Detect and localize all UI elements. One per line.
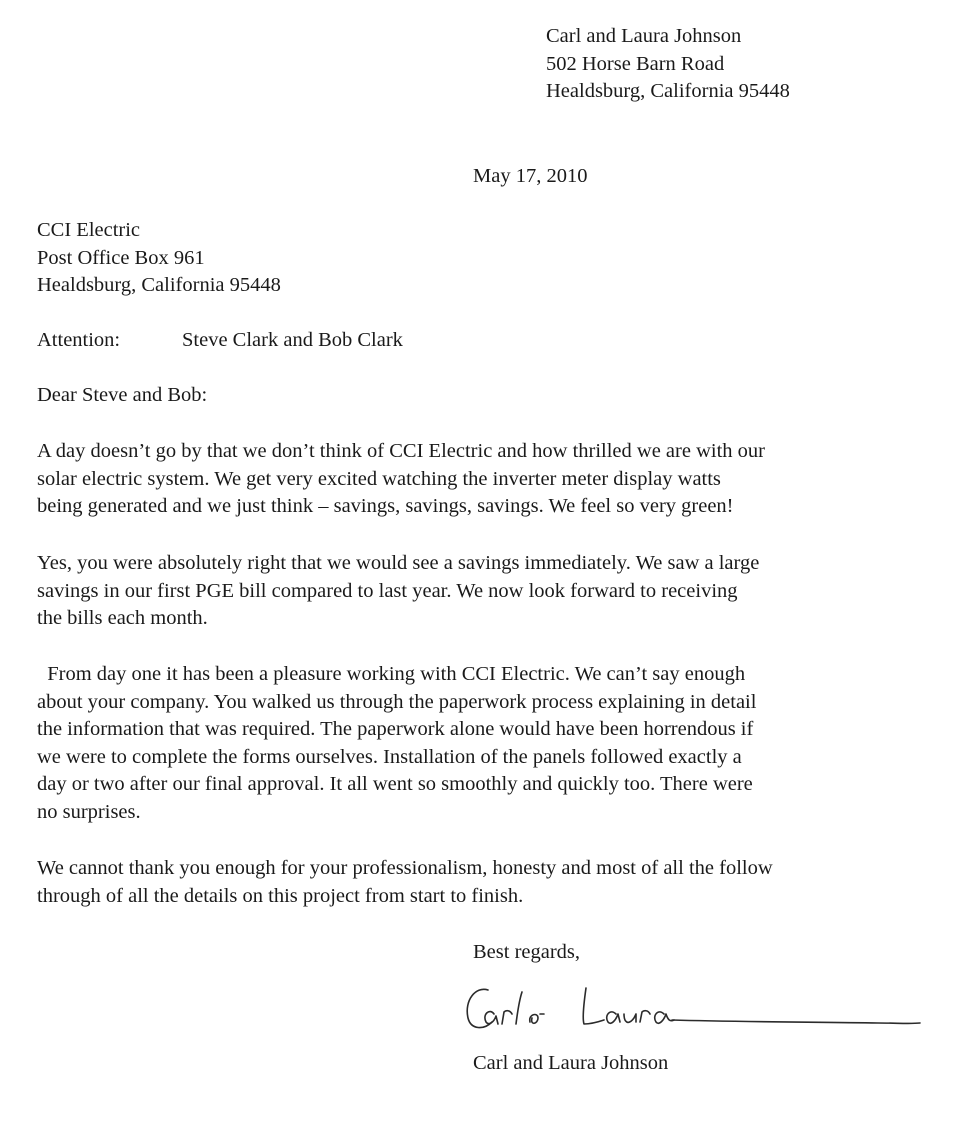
paragraph-line: solar electric system. We get very excited watching the inverter meter display watts [37, 467, 721, 490]
recipient-address [37, 217, 281, 300]
letter-date [473, 163, 587, 191]
body-paragraph-1 [37, 438, 765, 521]
signature-name-text: Carl and Laura Johnson [473, 1052, 669, 1074]
paragraph-line: the bills each month. [37, 607, 208, 629]
recipient-po-box: Post Office Box 961 [37, 246, 205, 269]
paragraph-line: A day doesn’t go by that we don’t think of CCI Electric and how thrilled we are with our [37, 440, 765, 462]
paragraph-line: day or two after our final approval. It all went so smoothly and quickly too. There were [37, 773, 753, 795]
sender-city: Healdsburg, California 95448 [546, 80, 790, 102]
body-paragraph-3 [37, 661, 756, 826]
body-paragraph-4 [37, 855, 773, 910]
paragraph-line: the information that was required. The paperwork alone would have been horrendous if [37, 718, 754, 740]
paragraph-line: we were to complete the forms ourselves. Installation of the panels followed exactly a [37, 745, 742, 768]
paragraph-line: being generated and we just think – savings, savings, savings. We feel so very green! [37, 495, 734, 517]
closing-text: Best regards, [473, 941, 581, 963]
salutation-text: Dear Steve and Bob: [37, 384, 208, 406]
attention-names: Steve Clark and Bob Clark [182, 329, 403, 351]
body-paragraph-2 [37, 550, 759, 633]
paragraph-line: no surprises. [37, 800, 141, 823]
date-text: May 17, 2010 [473, 165, 588, 187]
paragraph-line: Yes, you were absolutely right that we would see a savings immediately. We saw a large [37, 552, 760, 574]
paragraph-line: through of all the details on this project from start to finish. [37, 884, 524, 907]
paragraph-line: about your company. You walked us through the paperwork process explaining in detail [37, 690, 757, 713]
recipient-company: CCI Electric [37, 219, 141, 241]
closing [473, 939, 580, 967]
attention-line [37, 327, 403, 355]
paragraph-line: savings in our first PGE bill compared to last year. We now look forward to receiving [37, 579, 738, 602]
signature-name [473, 1050, 668, 1078]
salutation [37, 382, 207, 410]
sender-address [546, 23, 790, 106]
paragraph-line: From day one it has been a pleasure working with CCI Electric. We can’t say enough [37, 663, 746, 685]
paragraph-line: We cannot thank you enough for your professionalism, honesty and most of all the follow [37, 857, 773, 879]
sender-street: 502 Horse Barn Road [546, 52, 725, 75]
handwritten-signature [458, 978, 928, 1038]
sender-name: Carl and Laura Johnson [546, 25, 742, 47]
attention-label: Attention: [37, 329, 121, 351]
recipient-city: Healdsburg, California 95448 [37, 274, 281, 296]
